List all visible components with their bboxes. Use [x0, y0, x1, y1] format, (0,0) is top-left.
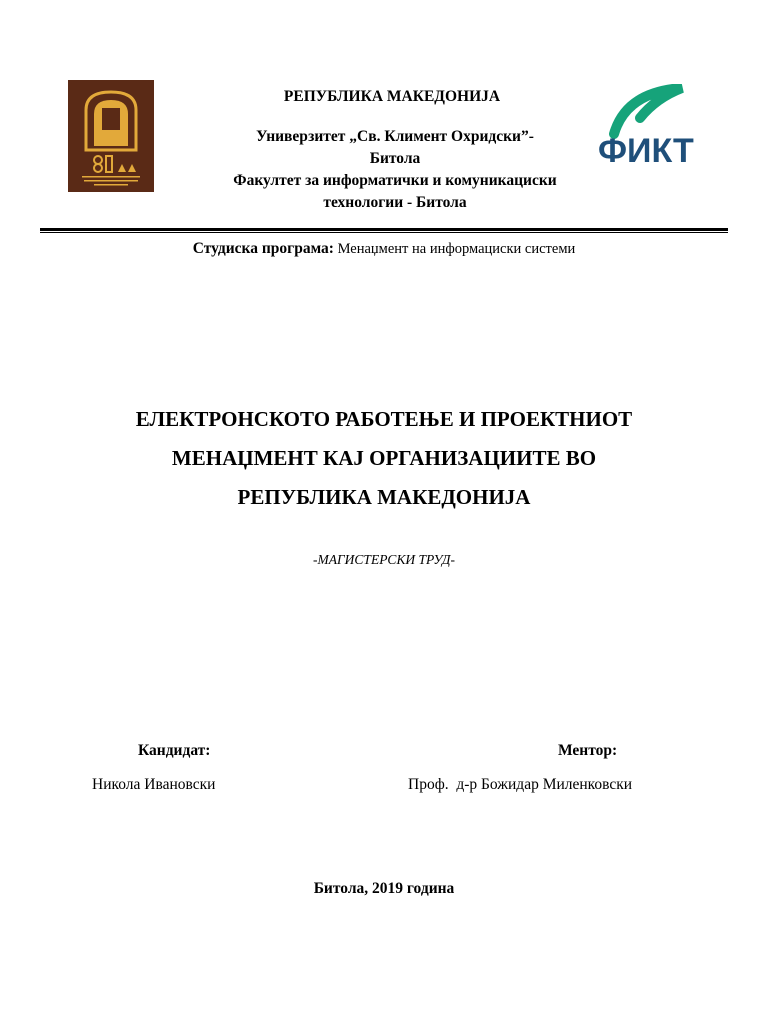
- candidate-name: Никола Ивановски: [92, 776, 216, 793]
- fikt-logo-text: ФИКТ: [598, 132, 694, 168]
- thesis-title-line-2: МЕНАЏМЕНТ КАЈ ОРГАНИЗАЦИИТЕ ВО: [171, 446, 597, 470]
- header-rule-thick: [40, 228, 728, 231]
- candidate-label: Кандидат:: [138, 742, 211, 759]
- thesis-title-line-3: РЕПУБЛИКА МАКЕДОНИЈА: [237, 485, 531, 509]
- university-seal-logo: [68, 80, 154, 192]
- mentor-name: Проф. д-р Божидар Миленковски: [408, 776, 633, 793]
- thesis-title: [80, 400, 688, 517]
- university-block: [200, 126, 590, 214]
- faculty-line-2: технологии - Битола: [323, 194, 467, 211]
- faculty-line-1: Факултет за информатички и комуникациски: [233, 172, 557, 189]
- university-line-1: Универзитет „Св. Климент Охридски”-: [256, 128, 534, 145]
- thesis-type: -МАГИСТЕРСКИ ТРУД-: [313, 552, 455, 567]
- study-program-value: Менаџмент на информациски системи: [337, 241, 576, 257]
- thesis-title-line-1: ЕЛЕКТРОНСКОТО РАБОТЕЊЕ И ПРОЕКТНИОТ: [135, 407, 633, 431]
- header-rule-thin: [40, 232, 728, 233]
- mentor-label: Ментор:: [558, 742, 618, 759]
- fikt-logo: [596, 84, 716, 168]
- republic-heading: РЕПУБЛИКА МАКЕДОНИЈА: [283, 88, 501, 105]
- study-program: [40, 240, 728, 258]
- university-line-2: Битола: [369, 150, 421, 167]
- place-and-date: Битола, 2019 година: [313, 880, 455, 897]
- study-program-label: Студиска програма:: [192, 240, 334, 257]
